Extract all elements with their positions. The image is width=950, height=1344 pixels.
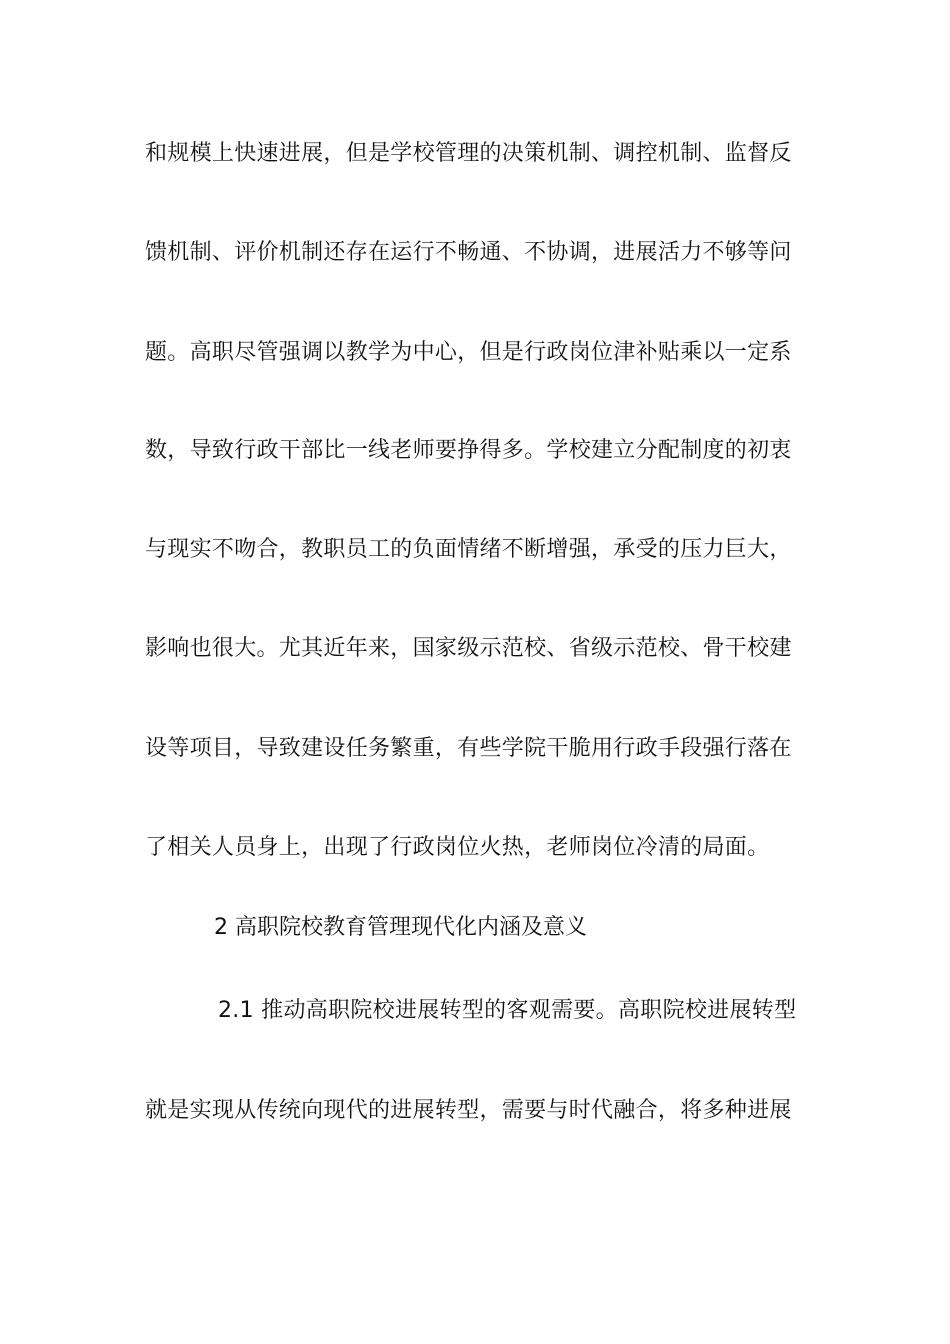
paragraph-line: 和规模上快速进展，但是学校管理的决策机制、调控机制、监督反 <box>145 141 792 166</box>
paragraph-line: 了相关人员身上，出现了行政岗位火热，老师岗位冷清的局面。 <box>145 835 770 860</box>
paragraph-line: 设等项目，导致建设任务繁重，有些学院干脆用行政手段强行落在 <box>145 736 792 761</box>
paragraph-line: 就是实现从传统向现代的进展转型，需要与时代融合，将多种进展 <box>145 1098 792 1123</box>
paragraph-line: 题。高职尽管强调以教学为中心，但是行政岗位津补贴乘以一定系 <box>145 340 792 365</box>
paragraph-line: 影响也很大。尤其近年来，国家级示范校、省级示范校、骨干校建 <box>145 636 792 661</box>
paragraph-line: 数，导致行政干部比一线老师要挣得多。学校建立分配制度的初衷 <box>145 438 792 463</box>
paragraph-line: 馈机制、评价机制还存在运行不畅通、不协调，进展活力不够等问 <box>145 240 792 265</box>
paragraph-line: 2.1 推动高职院校进展转型的客观需要。高职院校进展转型 <box>218 998 797 1023</box>
paragraph-line: 与现实不吻合，教职员工的负面情绪不断增强，承受的压力巨大， <box>145 537 792 562</box>
section-heading: 2 高职院校教育管理现代化内涵及意义 <box>214 915 587 940</box>
